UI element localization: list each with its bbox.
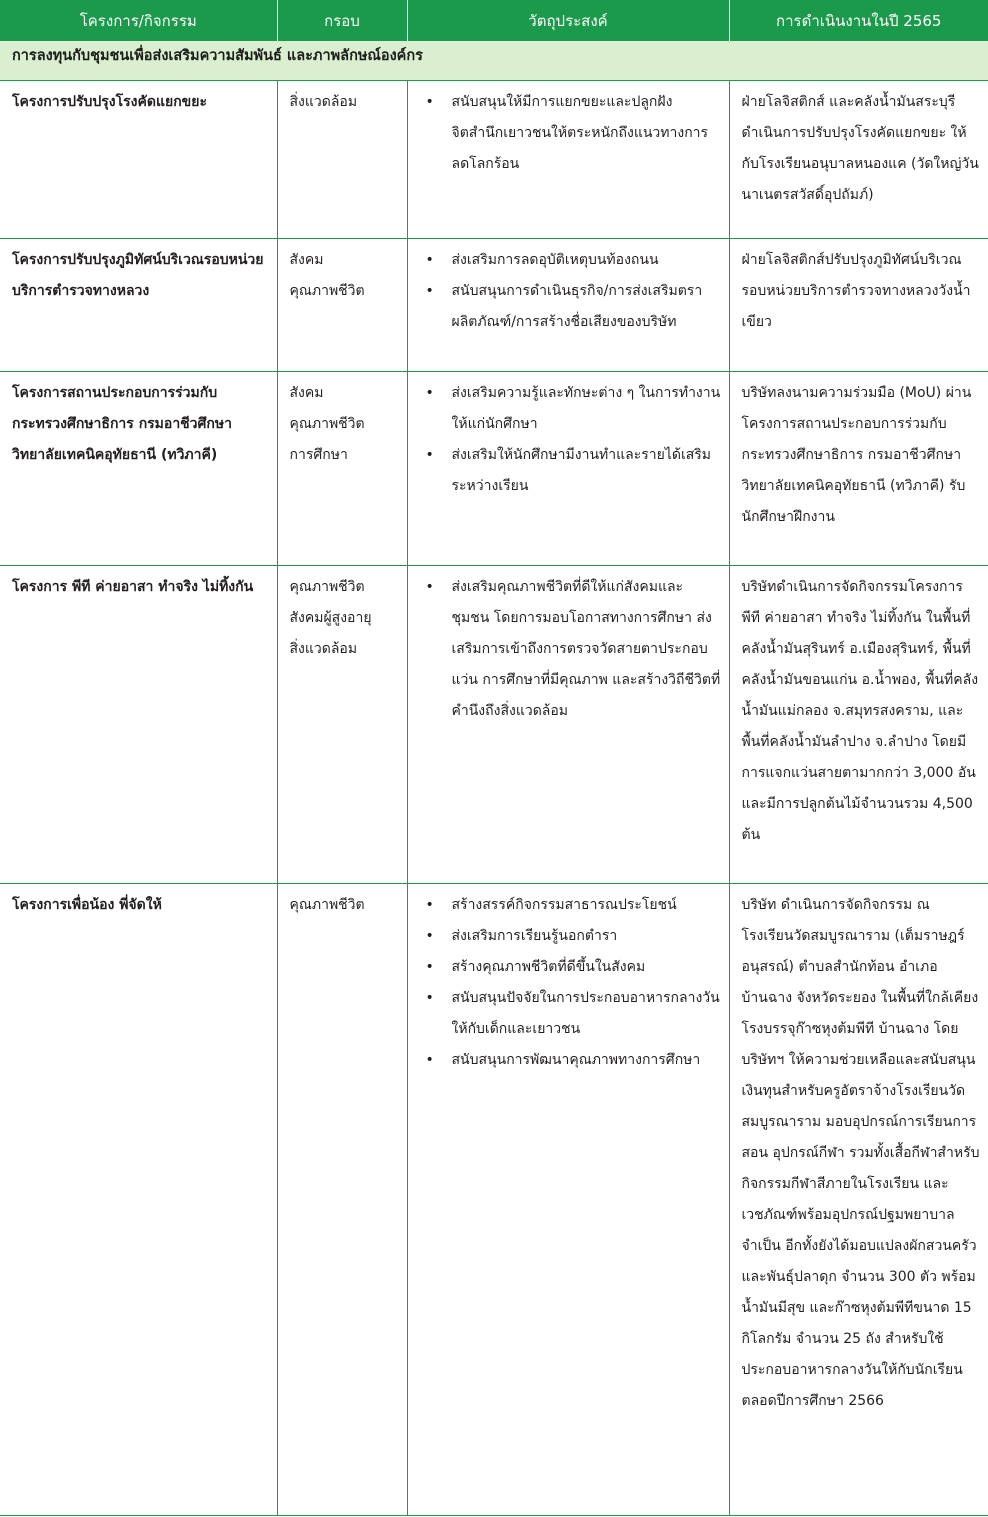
table-row bbox=[0, 81, 988, 239]
framework-tag: คุณภาพชีวิต bbox=[289, 416, 365, 432]
section-title: การลงทุนกับชุมชนเพื่อส่งเสริมความสัมพันธ์ และภาพลักษณ์องค์กร bbox=[0, 41, 988, 81]
framework-tag: การศึกษา bbox=[289, 447, 348, 463]
project-name: โครงการ พีที ค่ายอาสา ทำจริง ไม่ทิ้งกัน bbox=[0, 566, 277, 884]
table-row bbox=[0, 239, 988, 372]
objective-item: • สนับสนุนให้มีการแยกขยะและปลูกฝังจิตสำนึกเยาวชนให้ตระหนักถึงแนวทางการลดโลกร้อน bbox=[426, 87, 721, 180]
section-row bbox=[0, 41, 988, 81]
framework-cell bbox=[277, 239, 407, 372]
framework-tag: คุณภาพชีวิต bbox=[289, 897, 365, 913]
project-name: โครงการปรับปรุงโรงคัดแยกขยะ bbox=[0, 81, 277, 239]
objective-item: • ส่งเสริมให้นักศึกษามีงานทำและรายได้เสริมระหว่างเรียน bbox=[426, 440, 721, 502]
objective-list bbox=[426, 890, 721, 1076]
objective-cell bbox=[407, 566, 729, 884]
objective-item: • ส่งเสริมการลดอุบัติเหตุบนท้องถนน bbox=[426, 245, 721, 276]
objective-item: • สนับสนุนปัจจัยในการประกอบอาหารกลางวันให้กับเด็กและเยาวชน bbox=[426, 983, 721, 1045]
project-name: โครงการเพื่อน้อง พี่จัดให้ bbox=[0, 884, 277, 1516]
operation-text: ฝ่ายโลจิสติกส์ปรับปรุงภูมิทัศน์บริเวณรอบหน่วยบริการตำรวจทางหลวงวังน้ำเขียว bbox=[729, 239, 988, 372]
operation-text: บริษัทลงนามความร่วมมือ (MoU) ผ่านโครงการสถานประกอบการร่วมกับกระทรวงศึกษาธิการ กรมอาชีวศึกษา วิทยาลัยเทคนิคอุทัยธานี (ทวิภาคี) รับนักศึกษาฝึกงาน bbox=[729, 372, 988, 566]
objective-item: • ส่งเสริมการเรียนรู้นอกตำรา bbox=[426, 921, 721, 952]
framework-cell bbox=[277, 372, 407, 566]
objective-cell bbox=[407, 239, 729, 372]
operation-text: บริษัท ดำเนินการจัดกิจกรรม ณ โรงเรียนวัดสมบูรณาราม (เต็มราษฎร์อนุสรณ์) ตำบลสำนักท้อน อำเภอบ้านฉาง จังหวัดระยอง ในพื้นที่ใกล้เคียงโรงบรรจุก๊าซหุงต้มพีที บ้านฉาง โดยบริษัทฯ ให้ความช่วยเหลือและสนับสนุนเงินทุนสำหรับครูอัตราจ้างโรงเรียนวัดสมบูรณาราม มอบอุปกรณ์การเรียนการสอน อุปกรณ์กีฬา รวมทั้งเสื้อกีฬาสำหรับกิจกรรมกีฬาสีภายในโรงเรียน และเวชภัณฑ์พร้อมอุปกรณ์ปฐมพยาบาลจำเป็น อีกทั้งยังได้มอบแปลงผักสวนครัวและพันธุ์ปลาดุก จำนวน 300 ตัว พร้อมน้ำมันมีสุข และก๊าซหุงต้มพีทีขนาด 15 กิโลกรัม จำนวน 25 ถัง สำหรับใช้ประกอบอาหารกลางวันให้กับนักเรียนตลอดปีการศึกษา 2566 bbox=[729, 884, 988, 1516]
header-project: โครงการ/กิจกรรม bbox=[0, 0, 277, 41]
project-name: โครงการปรับปรุงภูมิทัศน์บริเวณรอบหน่วยบริการตำรวจทางหลวง bbox=[0, 239, 277, 372]
header-framework: กรอบ bbox=[277, 0, 407, 41]
framework-cell bbox=[277, 884, 407, 1516]
framework-tag: คุณภาพชีวิต bbox=[289, 283, 365, 299]
table-row bbox=[0, 884, 988, 1516]
objective-list bbox=[426, 378, 721, 502]
operation-text: ฝ่ายโลจิสติกส์ และคลังน้ำมันสระบุรี ดำเนินการปรับปรุงโรงคัดแยกขยะ ให้กับโรงเรียนอนุบาลหนองแค (วัดใหญ่วันนาเนตรสวัสดิ์อุปถัมภ์) bbox=[729, 81, 988, 239]
framework-tag: สังคมผู้สูงอายุ bbox=[289, 610, 372, 626]
objective-item: • สร้างคุณภาพชีวิตที่ดีขึ้นในสังคม bbox=[426, 952, 721, 983]
objective-list bbox=[426, 572, 721, 727]
framework-tag: สิ่งแวดล้อม bbox=[289, 641, 358, 657]
objective-cell bbox=[407, 884, 729, 1516]
objective-item: • ส่งเสริมคุณภาพชีวิตที่ดีให้แก่สังคมและชุมชน โดยการมอบโอกาสทางการศึกษา ส่งเสริมการเข้าถึงการตรวจวัดสายตาประกอบแว่น การศึกษาที่มีคุณภาพ และสร้างวิถีชีวิตที่คำนึงถึงสิ่งแวดล้อม bbox=[426, 572, 721, 727]
objective-item: • สนับสนุนการพัฒนาคุณภาพทางการศึกษา bbox=[426, 1045, 721, 1076]
framework-cell bbox=[277, 566, 407, 884]
project-name: โครงการสถานประกอบการร่วมกับกระทรวงศึกษาธิการ กรมอาชีวศึกษา วิทยาลัยเทคนิคอุทัยธานี (ทวิภาคี) bbox=[0, 372, 277, 566]
framework-cell bbox=[277, 81, 407, 239]
objective-list bbox=[426, 245, 721, 338]
objective-list bbox=[426, 87, 721, 180]
table-row bbox=[0, 566, 988, 884]
objective-item: • สนับสนุนการดำเนินธุรกิจ/การส่งเสริมตราผลิตภัณฑ์/การสร้างชื่อเสียงของบริษัท bbox=[426, 276, 721, 338]
objective-item: • สร้างสรรค์กิจกรรมสาธารณประโยชน์ bbox=[426, 890, 721, 921]
table-header-row bbox=[0, 0, 988, 41]
header-objective: วัตถุประสงค์ bbox=[407, 0, 729, 41]
objective-cell bbox=[407, 81, 729, 239]
framework-tag: สังคม bbox=[289, 252, 324, 268]
framework-tag: คุณภาพชีวิต bbox=[289, 579, 365, 595]
framework-tag: สิ่งแวดล้อม bbox=[289, 94, 358, 110]
objective-cell bbox=[407, 372, 729, 566]
operation-text: บริษัทดำเนินการจัดกิจกรรมโครงการ พีที ค่ายอาสา ทำจริง ไม่ทิ้งกัน ในพื้นที่คลังน้ำมันสุรินทร์ อ.เมืองสุรินทร์, พื้นที่คลังน้ำมันขอนแก่น อ.น้ำพอง, พื้นที่คลังน้ำมันแม่กลอง จ.สมุทรสงคราม, และพื้นที่คลังน้ำมันลำปาง จ.ลำปาง โดยมีการแจกแว่นสายตามากกว่า 3,000 อัน และมีการปลูกต้นไม้จำนวนรวม 4,500 ต้น bbox=[729, 566, 988, 884]
objective-item: • ส่งเสริมความรู้และทักษะต่าง ๆ ในการทำงานให้แก่นักศึกษา bbox=[426, 378, 721, 440]
header-operation: การดำเนินงานในปี 2565 bbox=[729, 0, 988, 41]
table-row bbox=[0, 372, 988, 566]
framework-tag: สังคม bbox=[289, 385, 324, 401]
